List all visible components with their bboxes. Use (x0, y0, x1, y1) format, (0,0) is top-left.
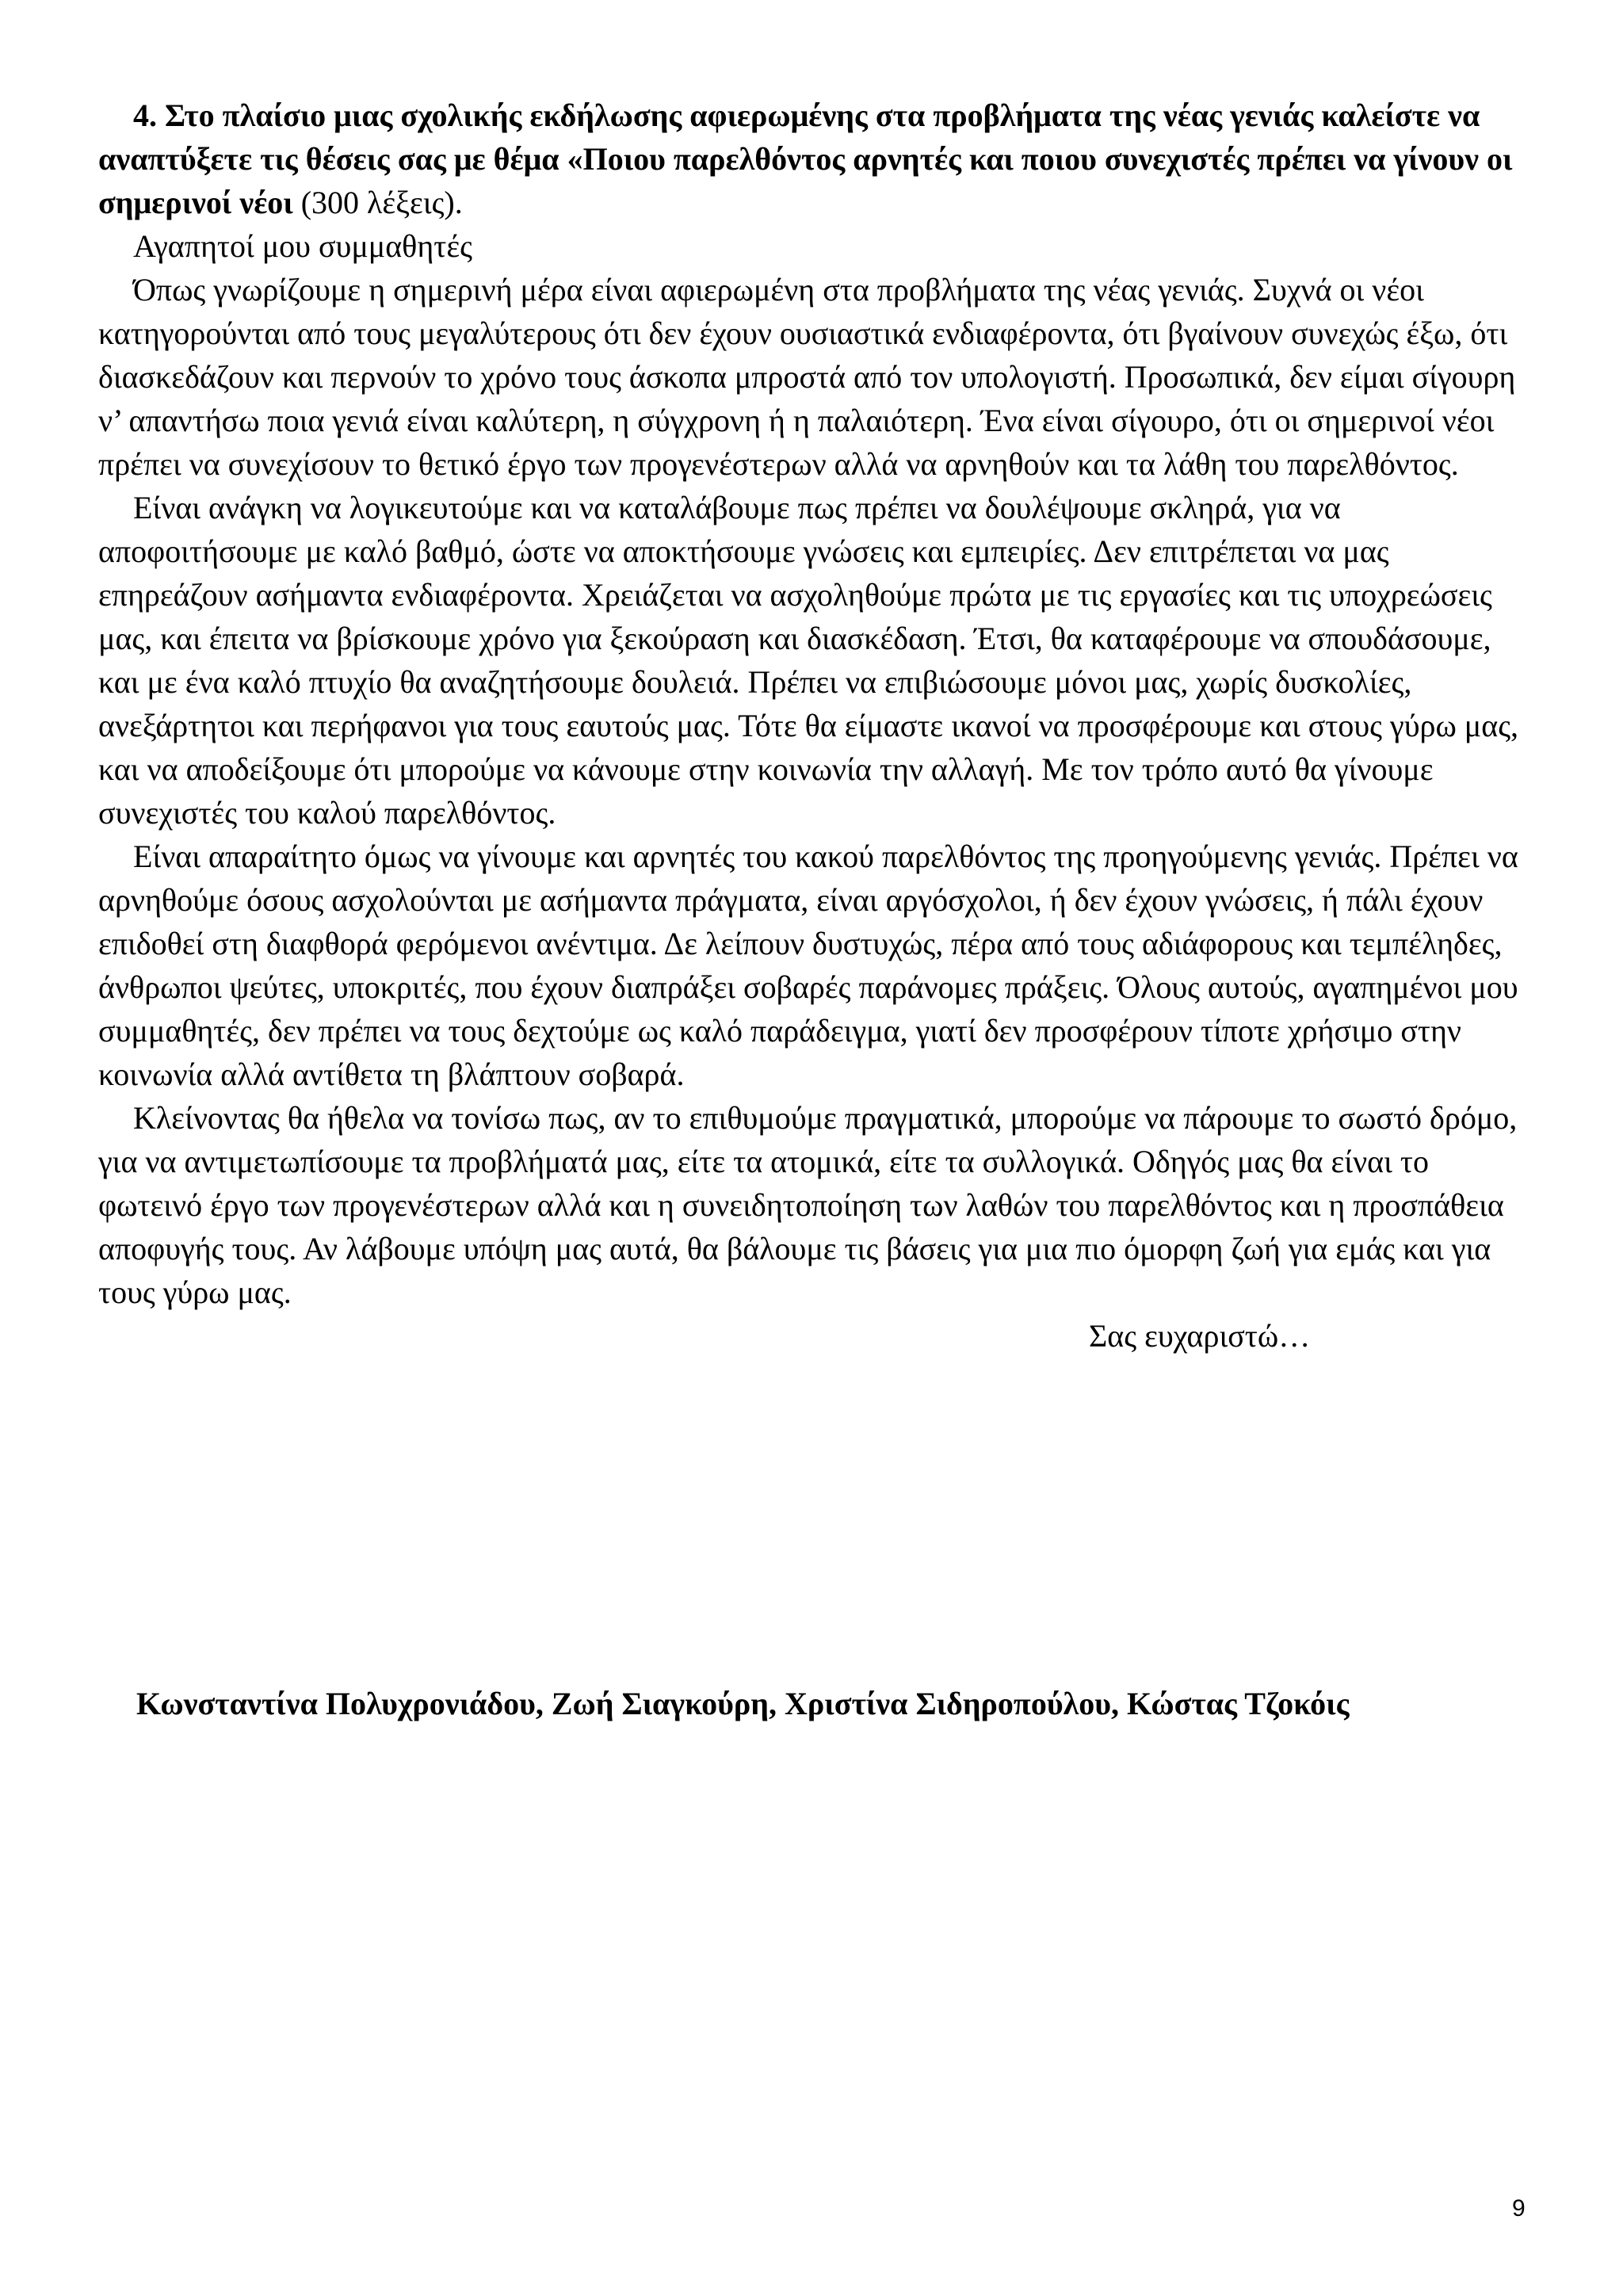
question-word-count: (300 λέξεις). (292, 185, 463, 220)
paragraph-continuers: Είναι ανάγκη να λογικευτούμε και να καταλάβουμε πως πρέπει να δουλέψουμε σκληρά, για να αποφοιτήσουμε με καλό βαθμό, ώστε να αποκτήσουμε γνώσεις και εμπειρίες. Δεν επιτρέπεται να μας επηρεάζουν ασήμαντα ενδιαφέροντα. Χρειάζεται να ασχοληθούμε πρώτα με τις εργασίες και τις υποχρεώσεις μας, και έπειτα να βρίσκουμε χρόνο για ξεκούραση και διασκέδαση. Έτσι, θα καταφέρουμε να σπουδάσουμε, και με ένα καλό πτυχίο θα αναζητήσουμε δουλειά. Πρέπει να επιβιώσουμε μόνοι μας, χωρίς δυσκολίες, ανεξάρτητοι και περήφανοι για τους εαυτούς μας. Τότε θα είμαστε ικανοί να προσφέρουμε και στους γύρω μας, και να αποδείξουμε ότι μπορούμε να κάνουμε στην κοινωνία την αλλαγή. Με τον τρόπο αυτό θα γίνουμε συνεχιστές του καλού παρελθόντος. (98, 490, 1519, 831)
paragraph-conclusion: Κλείνοντας θα ήθελα να τονίσω πως, αν το επιθυμούμε πραγματικά, μπορούμε να πάρουμε το σωστό δρόμο, για να αντιμετωπίσουμε τα προβλήματά μας, είτε τα ατομικά, είτε τα συλλογικά. Οδηγός μας θα είναι το φωτεινό έργο των προγενέστερων αλλά και η συνειδητοποίηση των λαθών του παρελθόντος και η προσπάθεια αποφυγής τους. Αν λάβουμε υπόψη μας αυτά, θα βάλουμε τις βάσεις για μια πιο όμορφη ζωή για εμάς και για τους γύρω μας. (98, 1100, 1518, 1310)
paragraph-deniers: Είναι απαραίτητο όμως να γίνουμε και αρνητές του κακού παρελθόντος της προηγούμενης γενιάς. Πρέπει να αρνηθούμε όσους ασχολούνται με ασήμαντα πράγματα, είναι αργόσχολοι, ή δεν έχουν γνώσεις, ή πάλι έχουν επιδοθεί στη διαφθορά φερόμενοι ανέντιμα. Δε λείπουν δυστυχώς, πέρα από τους αδιάφορους και τεμπέληδες, άνθρωποι ψεύτες, υποκριτές, που έχουν διαπράξει σοβαρές παράνομες πράξεις. Όλους αυτούς, αγαπημένοι μου συμμαθητές, δεν πρέπει να τους δεχτούμε ως καλό παράδειγμα, γιατί δεν προσφέρουν τίποτε χρήσιμο στην κοινωνία αλλά αντίθετα τη βλάπτουν σοβαρά. (98, 839, 1518, 1092)
page-number: 9 (1512, 2195, 1526, 2222)
essay-question (98, 94, 1525, 224)
question-title: 4. Στο πλαίσιο μιας σχολικής εκδήλωσης αφιερωμένης στα προβλήματα της νέας γενιάς καλείστε να αναπτύξετε τις θέσεις σας με θέμα «Ποιου παρελθόντος αρνητές και ποιου συνεχιστές πρέπει να γίνουν οι σημερινοί νέοι (98, 97, 1513, 220)
closing-thanks: Σας ευχαριστώ… (1089, 1318, 1311, 1354)
paragraph-intro: Όπως γνωρίζουμε η σημερινή μέρα είναι αφιερωμένη στα προβλήματα της νέας γενιάς. Συχνά οι νέοι κατηγορούνται από τους μεγαλύτερους ότι δεν έχουν ουσιαστικά ενδιαφέροντα, ότι βγαίνουν συνεχώς έξω, ότι διασκεδάζουν και περνούν το χρόνο τους άσκοπα μπροστά από τον υπολογιστή. Προσωπικά, δεν είμαι σίγουρη ν’ απαντήσω ποια γενιά είναι καλύτερη, η σύγχρονη ή η παλαιότερη. Ένα είναι σίγουρο, ότι οι σημερινοί νέοι πρέπει να συνεχίσουν το θετικό έργο των προγενέστερων αλλά να αρνηθούν και τα λάθη του παρελθόντος. (98, 272, 1516, 482)
authors: Κωνσταντίνα Πολυχρονιάδου, Ζωή Σιαγκούρη, Χριστίνα Σιδηροπούλου, Κώστας Τζοκόις (136, 1686, 1350, 1721)
greeting: Αγαπητοί μου συμμαθητές (133, 228, 472, 264)
document-body (98, 94, 1525, 1358)
